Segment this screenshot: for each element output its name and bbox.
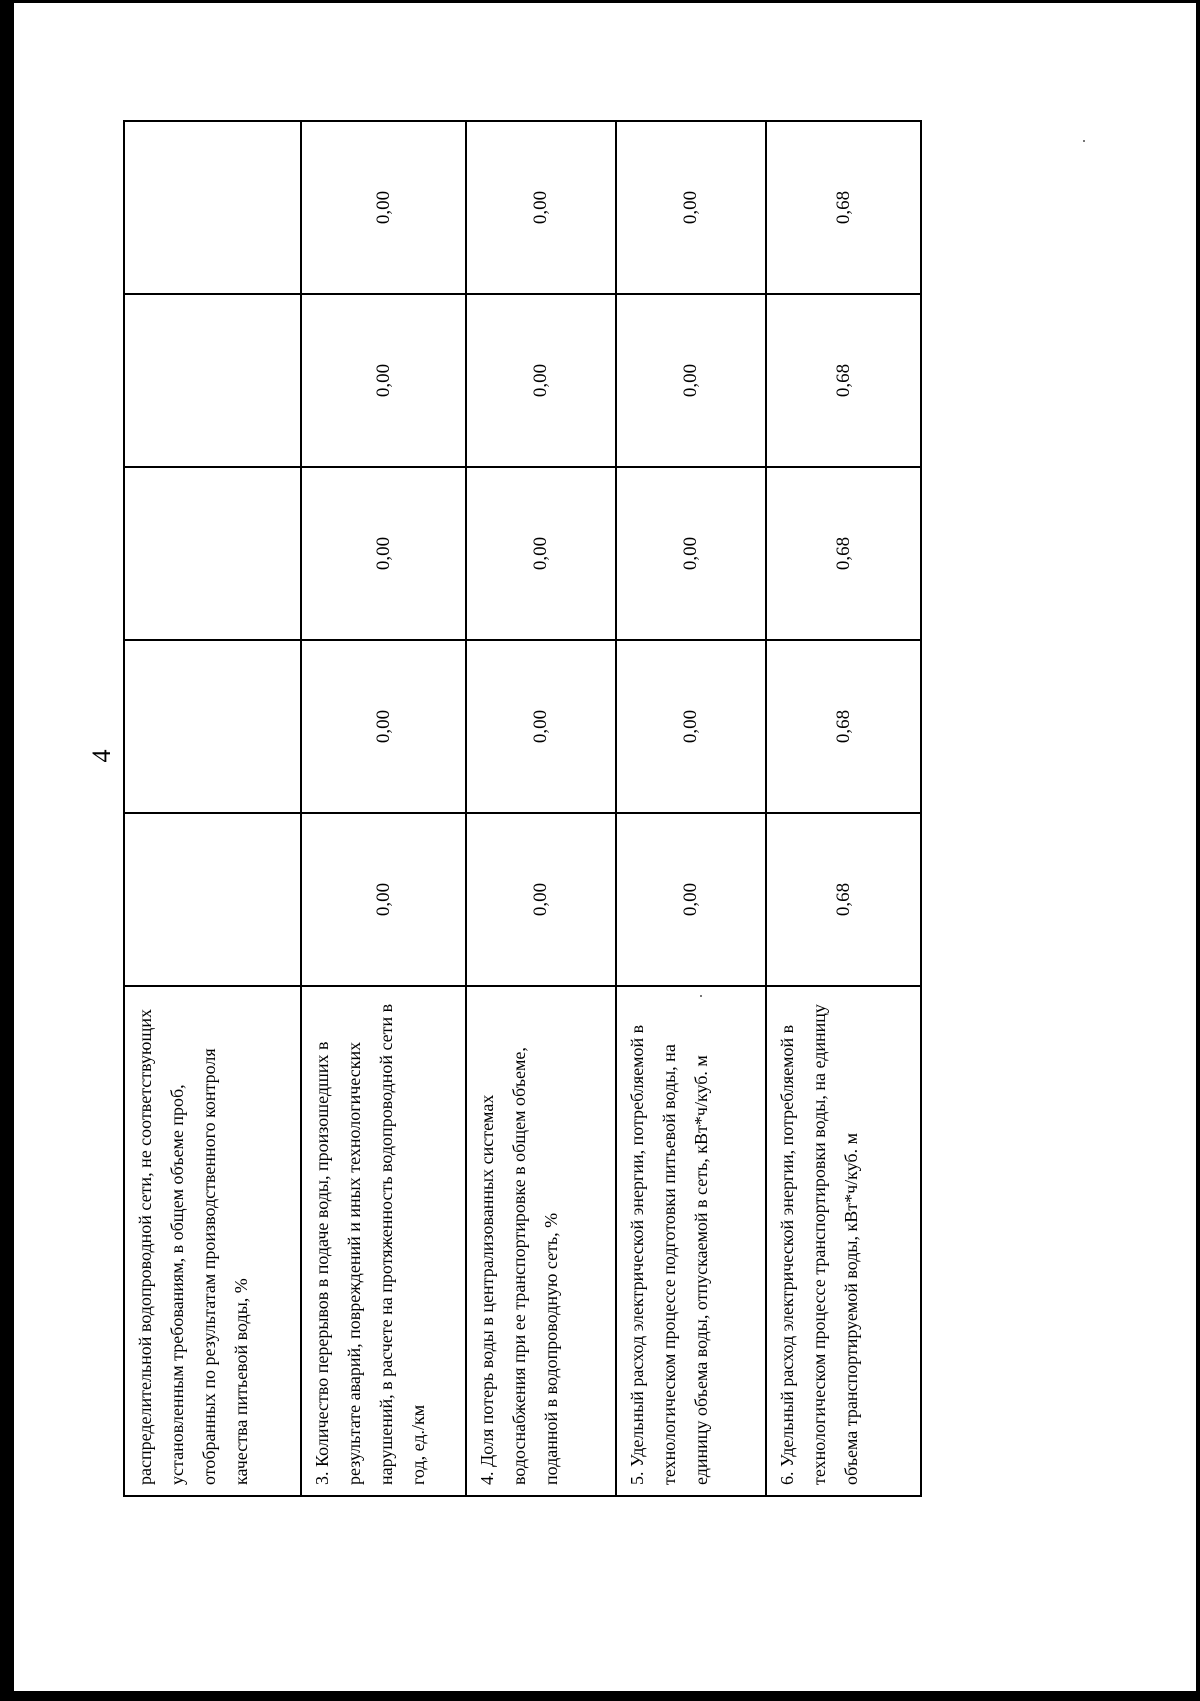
table-row bbox=[616, 121, 766, 1496]
indicator-value: 0,00 bbox=[301, 640, 466, 813]
table-row bbox=[124, 121, 301, 1496]
indicator-label: распределительной водопроводной сети, не соответствующих установленным требованиям, в общем объеме проб, отобранных по результатам производственного контроля качества питьевой воды, % bbox=[124, 986, 301, 1496]
indicator-value: 0,00 bbox=[301, 121, 466, 294]
table-row bbox=[466, 121, 616, 1496]
indicator-label: 3. Количество перерывов в подаче воды, произошедших в результате аварий, повреждений и иных технологических нарушений, в расчете на протяженность водопроводной сети в год, ед./км bbox=[301, 986, 466, 1496]
indicator-value: 0,68 bbox=[766, 640, 921, 813]
indicator-value: 0,00 bbox=[616, 467, 766, 640]
indicator-label: 6. Удельный расход электрической энергии, потребляемой в технологическом процессе транспортировки воды, на единицу объема транспортируемой воды, кВт*ч/куб. м bbox=[766, 986, 921, 1496]
indicator-value: 0,00 bbox=[466, 294, 616, 467]
indicator-value: 0,00 bbox=[301, 467, 466, 640]
indicator-value: 0,00 bbox=[301, 294, 466, 467]
indicator-value: 0,00 bbox=[466, 640, 616, 813]
scan-speck bbox=[700, 995, 702, 997]
indicator-value: 0,00 bbox=[466, 813, 616, 986]
scan-speck bbox=[1083, 140, 1085, 142]
table-row bbox=[766, 121, 921, 1496]
indicator-value: 0,00 bbox=[466, 467, 616, 640]
indicator-value: 0,00 bbox=[301, 813, 466, 986]
indicator-value: 0,00 bbox=[616, 813, 766, 986]
indicator-value: 0,68 bbox=[766, 813, 921, 986]
indicator-value bbox=[124, 121, 301, 294]
indicator-value: 0,68 bbox=[766, 294, 921, 467]
indicator-value: 0,00 bbox=[616, 640, 766, 813]
indicator-label: 5. Удельный расход электрической энергии, потребляемой в технологическом процессе подготовки питьевой воды, на единицу объема воды, отпускаемой в сеть, кВт*ч/куб. м bbox=[616, 986, 766, 1496]
table-row bbox=[301, 121, 466, 1496]
indicator-value: 0,00 bbox=[616, 294, 766, 467]
indicator-value: 0,00 bbox=[466, 121, 616, 294]
indicator-value bbox=[124, 640, 301, 813]
indicators-table bbox=[123, 120, 922, 1497]
indicator-label: 4. Доля потерь воды в централизованных системах водоснабжения при ее транспортировке в общем объеме, поданной в водопроводную сеть, % bbox=[466, 986, 616, 1496]
indicator-value bbox=[124, 467, 301, 640]
indicator-value: 0,00 bbox=[616, 121, 766, 294]
indicator-value: 0,68 bbox=[766, 121, 921, 294]
page-number: 4 bbox=[87, 749, 116, 763]
indicator-value bbox=[124, 813, 301, 986]
indicator-value bbox=[124, 294, 301, 467]
indicator-value: 0,68 bbox=[766, 467, 921, 640]
